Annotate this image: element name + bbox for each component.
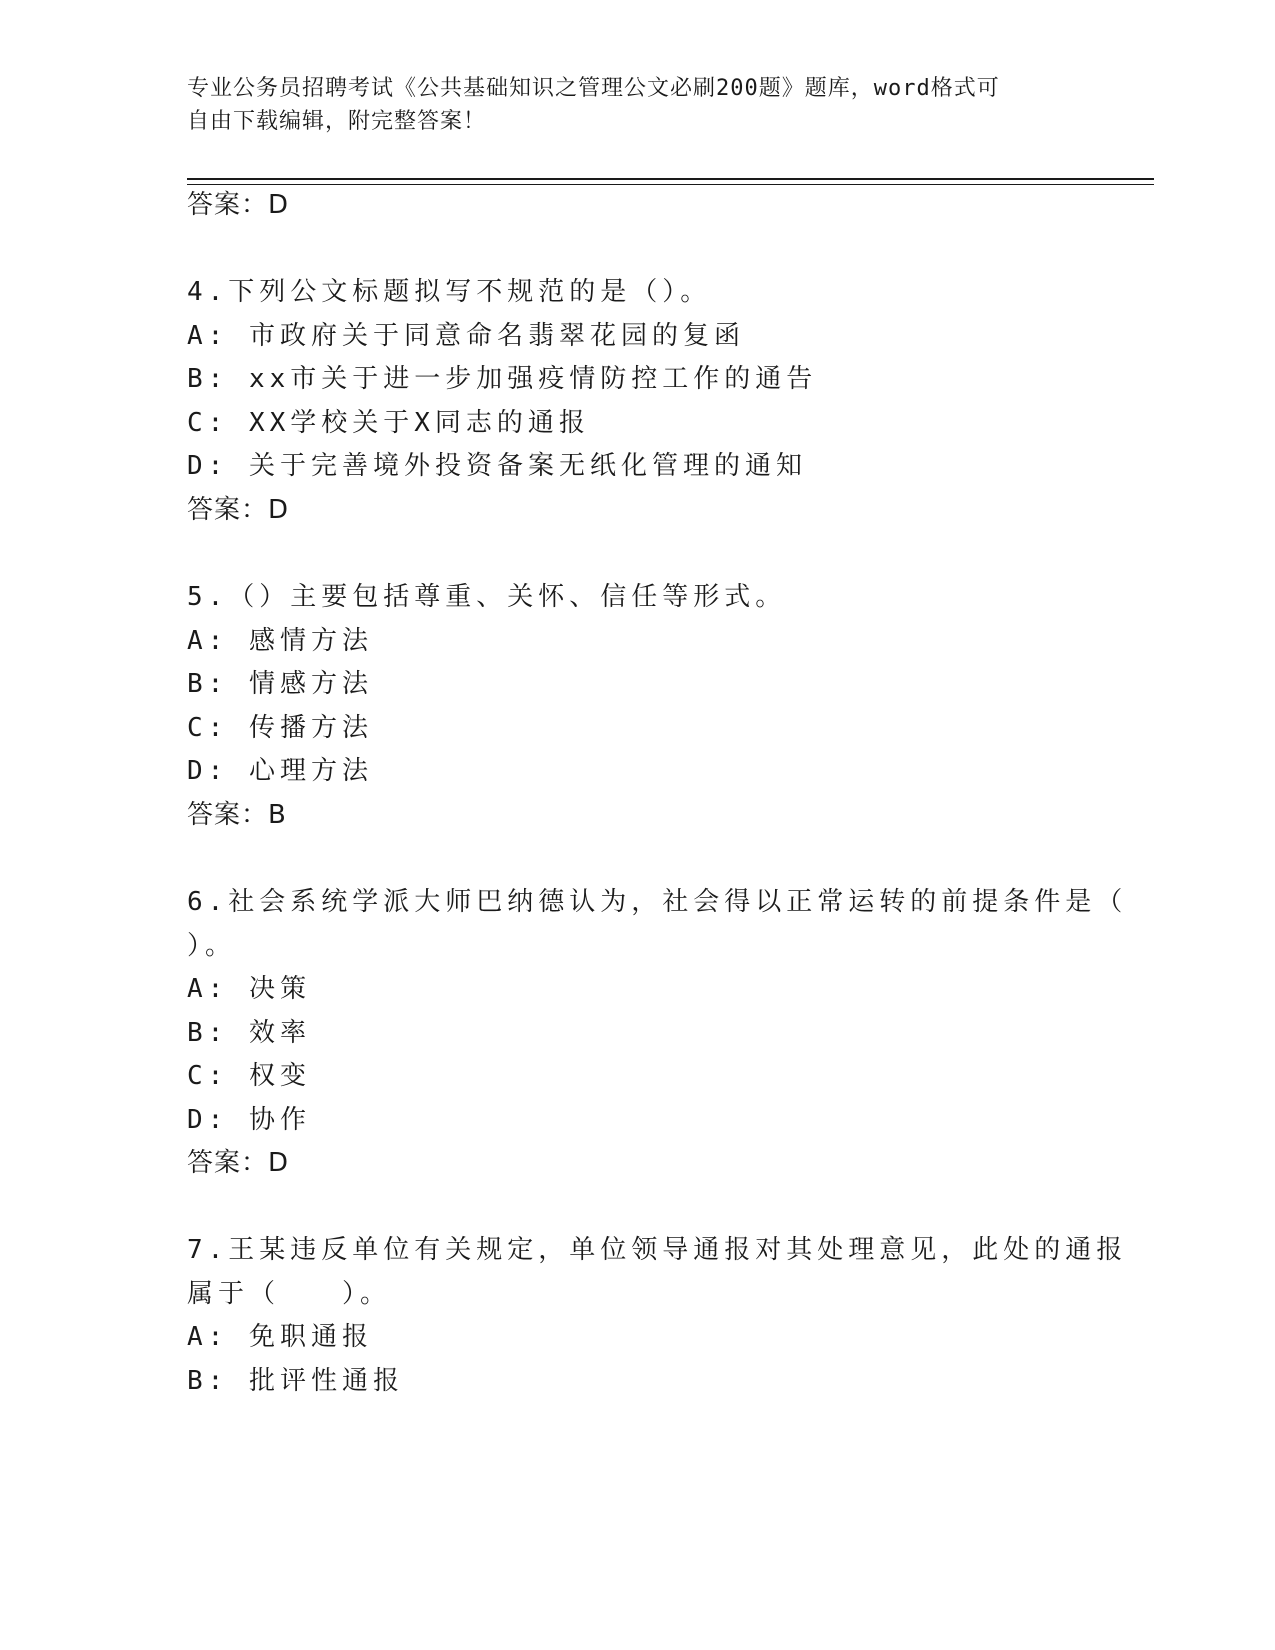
- question-5-option-c: C: 传播方法: [187, 713, 373, 743]
- header-divider-thin: [187, 184, 1154, 185]
- question-6-option-b: B: 效率: [187, 1018, 311, 1048]
- question-7-line-1: 7.王某违反单位有关规定，单位领导通报对其处理意见，此处的通报: [187, 1235, 1128, 1265]
- prev-answer: 答案：D: [187, 190, 290, 220]
- question-6-option-a: A: 决策: [187, 974, 311, 1004]
- question-5-answer: 答案：B: [187, 800, 287, 830]
- question-7-option-a: A: 免职通报: [187, 1322, 373, 1352]
- question-6-option-d: D: 协作: [187, 1105, 311, 1135]
- header-line-1: 专业公务员招聘考试《公共基础知识之管理公文必刷200题》题库，word格式可: [187, 76, 1000, 101]
- question-4-option-a: A: 市政府关于同意命名翡翠花园的复函: [187, 321, 745, 351]
- question-7-line-2: 属于（ ）。: [187, 1279, 392, 1309]
- question-7-option-b: B: 批评性通报: [187, 1366, 404, 1396]
- header-line-2: 自由下载编辑，附完整答案！: [187, 109, 487, 134]
- question-4-option-b: B: xx市关于进一步加强疫情防控工作的通告: [187, 364, 818, 394]
- question-4-answer: 答案：D: [187, 495, 290, 525]
- question-5: 5.（）主要包括尊重、关怀、信任等形式。: [187, 582, 787, 612]
- question-6-option-c: C: 权变: [187, 1061, 311, 1091]
- question-6-line-2: ）。: [187, 931, 237, 961]
- header-divider-thick: [187, 178, 1154, 180]
- question-4-option-d: D: 关于完善境外投资备案无纸化管理的通知: [187, 451, 807, 481]
- document-header: [187, 72, 1067, 138]
- question-4-option-c: C: XX学校关于X同志的通报: [187, 408, 590, 438]
- question-5-option-b: B: 情感方法: [187, 669, 373, 699]
- question-5-option-a: A: 感情方法: [187, 626, 373, 656]
- question-6-line-1: 6.社会系统学派大师巴纳德认为，社会得以正常运转的前提条件是（: [187, 887, 1128, 917]
- question-6-answer: 答案：D: [187, 1148, 290, 1178]
- question-5-option-d: D: 心理方法: [187, 756, 373, 786]
- question-4: 4.下列公文标题拟写不规范的是（）。: [187, 277, 712, 307]
